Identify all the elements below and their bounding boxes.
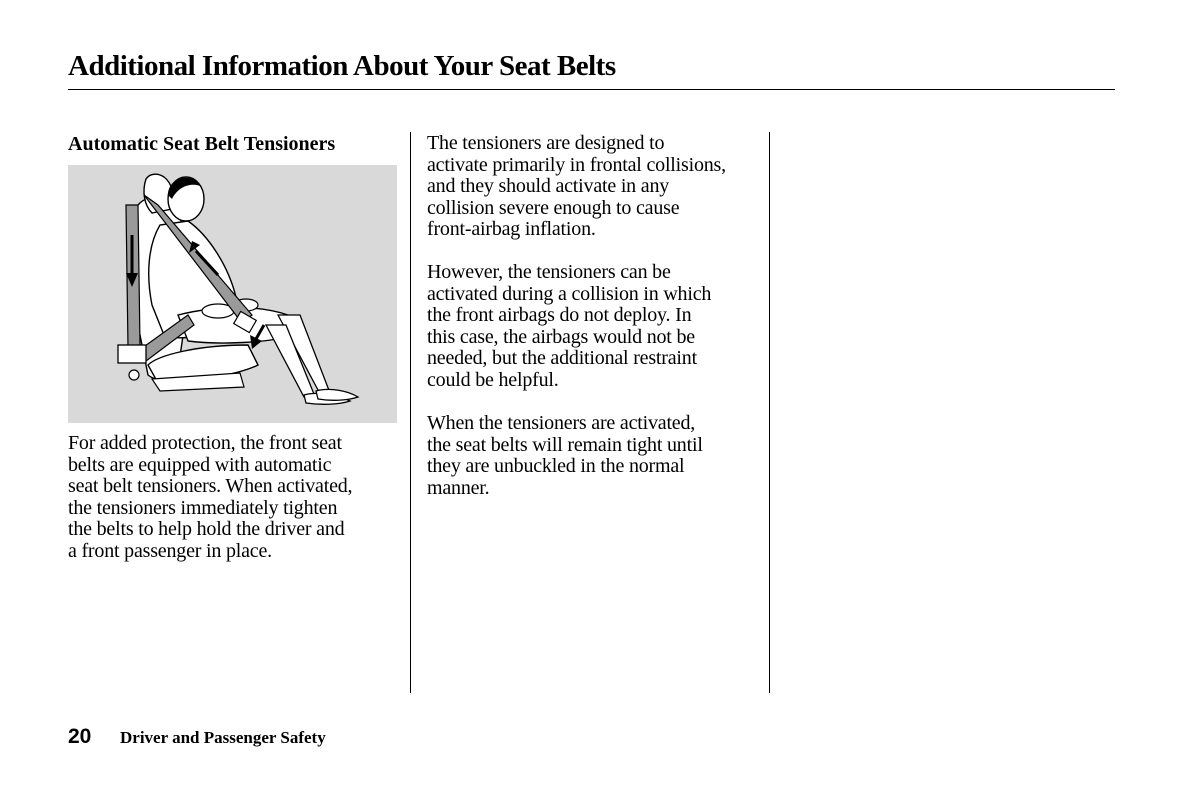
title-rule [68,89,1115,90]
text-line: a front passenger in place. [68,539,272,562]
middle-paragraph-1 [427,133,726,241]
retractor [118,345,146,363]
text-line: manner. [427,476,490,499]
seat-belt-tensioner-illustration [68,165,397,423]
text-line: However, the tensioners can be [427,261,671,283]
text-line: and they should activate in any [427,175,670,197]
text-line: the belts to help hold the driver and [68,518,345,540]
left-paragraph [68,433,352,562]
text-line: seat belt tensioners. When activated, [68,475,353,497]
middle-paragraph-2 [427,262,711,391]
text-line: this case, the airbags would not be [427,325,695,348]
middle-paragraph-3 [427,413,703,499]
text-line: When the tensioners are activated, [427,412,696,434]
text-line: collision severe enough to cause [427,196,680,219]
page-number: 20 [68,725,92,748]
text-line: the seat belts will remain tight until [427,433,703,456]
text-line: the tensioners immediately tighten [68,496,338,519]
text-line: the front airbags do not deploy. In [427,304,692,326]
footer-section-name: Driver and Passenger Safety [120,728,326,747]
text-line: belts are equipped with automatic [68,453,332,476]
text-line: front-airbag inflation. [427,218,596,240]
text-line: activate primarily in frontal collisions, [427,153,726,176]
text-line: activated during a collision in which [427,282,712,305]
column-divider-left [410,132,411,693]
text-line: they are unbuckled in the normal [427,455,685,477]
text-line: For added protection, the front seat [68,432,342,454]
text-line: needed, but the additional restraint [427,347,697,369]
section-heading: Automatic Seat Belt Tensioners [68,133,336,155]
text-line: The tensioners are designed to [427,132,665,154]
column-divider-right [769,132,770,693]
page-title: Additional Information About Your Seat Belts [68,50,616,82]
text-line: could be helpful. [427,368,559,391]
